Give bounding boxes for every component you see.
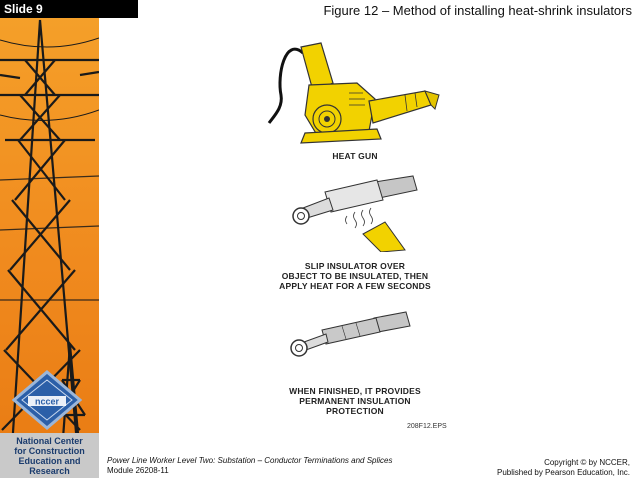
slide-number-tag: Slide 9 [0,0,138,18]
logo-wordmark: nccer [34,396,60,407]
insulator-heating-illustration [285,172,420,252]
heat-gun-illustration [265,35,445,145]
caption-line: PERMANENT INSULATION [299,396,411,406]
step-caption-heat-gun [305,151,405,161]
caption-line: PROTECTION [326,406,384,416]
step-caption-slip-insulator [265,261,445,291]
caption-line: HEAT GUN [332,151,378,161]
footer-copyright [497,458,630,478]
logo-caption-line: Education and [18,456,81,466]
module-number: Module 26208-11 [107,466,169,475]
caption-line: OBJECT TO BE INSULATED, THEN [281,271,429,281]
footer-course-info [107,456,392,476]
finished-insulation-illustration [282,306,412,366]
figure-title: Figure 12 – Method of installing heat-shrink insulators [323,3,632,18]
nccer-logo [12,370,82,430]
logo-caption-line: for Construction [14,446,85,456]
copyright-line: Copyright © by NCCER, [544,458,630,467]
step-caption-finished [265,386,445,416]
caption-line: WHEN FINISHED, IT PROVIDES [289,386,421,396]
figure-file-code: 208F12.EPS [407,423,447,430]
course-title: Power Line Worker Level Two: Substation – Conductor Terminations and Splices [107,456,393,465]
logo-caption-line: Research [29,466,70,476]
caption-line: APPLY HEAT FOR A FEW SECONDS [279,281,431,291]
caption-line: SLIP INSULATOR OVER [304,261,406,271]
logo-caption [0,433,99,478]
logo-caption-line: National Center [16,436,83,446]
publisher-line: Published by Pearson Education, Inc. [497,468,630,477]
